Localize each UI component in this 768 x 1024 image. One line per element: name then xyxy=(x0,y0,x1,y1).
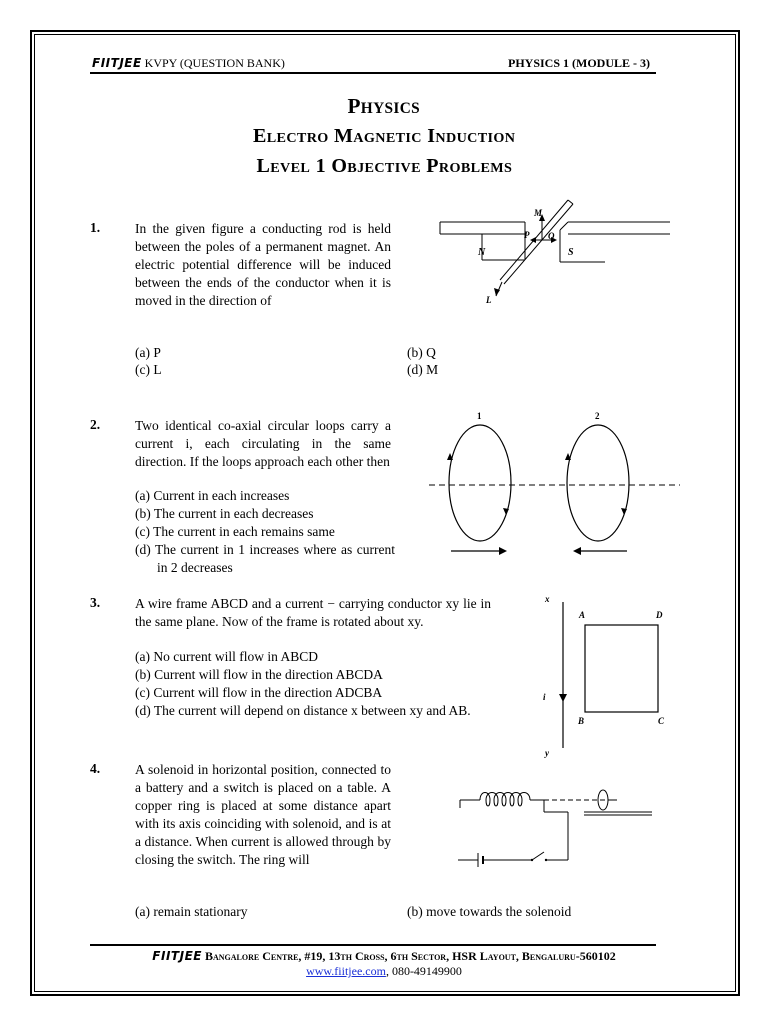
label-d: D xyxy=(656,610,663,620)
option: (c) Current will flow in the direction ADCBA xyxy=(135,685,383,700)
label-loop-1: 1 xyxy=(477,411,482,421)
wire-frame-figure xyxy=(535,588,675,760)
label-m: M xyxy=(534,208,543,218)
question-text: Two identical co-axial circular loops carry a current i, each circulating in the same direction. If the loops approach each other then xyxy=(135,418,391,469)
label-c: C xyxy=(658,716,665,726)
footer-rule xyxy=(90,944,656,946)
footer-website-link[interactable]: www.fiitjee.com xyxy=(306,964,386,978)
question-number: 3. xyxy=(90,595,101,610)
label-n: N xyxy=(478,247,486,258)
footer-brand: FIITJEE xyxy=(152,949,202,963)
option: (a) Current in each increases xyxy=(135,488,290,503)
option: (a) remain stationary xyxy=(135,904,248,919)
footer-address: Bangalore Centre, #19, 13th Cross, 6th Sector, HSR Layout, Bengaluru-560102 xyxy=(204,949,616,963)
title-chapter: Electro Magnetic Induction xyxy=(252,124,516,147)
options-list xyxy=(135,487,395,577)
option: (a) No current will flow in ABCD xyxy=(135,649,318,664)
footer-address-line xyxy=(0,949,768,964)
header-rule xyxy=(90,72,656,74)
option: (d) M xyxy=(407,362,439,377)
footer-phone: , 080-49149900 xyxy=(385,964,462,978)
question-text: A wire frame ABCD and a current − carrying conductor xy lie in the same plane. Now of the frame is rotated about xy. xyxy=(135,596,491,629)
option: (d) The current will depend on distance x between xy and AB. xyxy=(135,703,471,718)
label-l: L xyxy=(486,295,492,305)
question-number: 4. xyxy=(90,761,101,776)
question-text: In the given figure a conducting rod is held between the poles of a permanent magnet. An electric potential difference will be induced between the ends of the conductor when it is moved in the direction of xyxy=(135,221,391,308)
label-q: Q xyxy=(548,231,555,241)
option: (b) move towards the solenoid xyxy=(407,904,572,919)
label-x: x xyxy=(545,594,550,604)
option: (b) The current in each decreases xyxy=(135,506,314,521)
option: (b) Current will flow in the direction ABCDA xyxy=(135,667,383,682)
title-level: Level 1 Objective Problems xyxy=(256,154,512,177)
option: (a) P xyxy=(135,345,161,360)
title-subject: Physics xyxy=(347,94,421,118)
label-s: S xyxy=(568,247,574,258)
label-y: y xyxy=(545,748,549,758)
option: (c) The current in each remains same xyxy=(135,524,335,539)
brand-logo: FIITJEE xyxy=(92,56,142,70)
question-text: A solenoid in horizontal position, connected to a battery and a switch is placed on a table. A copper ring is placed at some distance apart with its axis coinciding with solenoid, and is at a distance. When current is allowed through by closing the switch. The ring will xyxy=(135,762,391,867)
label-p: P xyxy=(524,230,530,240)
magnet-rod-figure xyxy=(430,196,680,308)
label-b: B xyxy=(578,716,585,726)
option: (d) The current in 1 increases where as current in 2 decreases xyxy=(135,542,395,575)
label-loop-2: 2 xyxy=(595,411,600,421)
label-a: A xyxy=(579,610,586,620)
question-number: 1. xyxy=(90,220,101,235)
question-number: 2. xyxy=(90,417,101,432)
header-left xyxy=(92,56,285,71)
footer-contact-line xyxy=(0,964,768,979)
header-right-text: PHYSICS 1 (MODULE - 3) xyxy=(507,56,650,70)
option: (c) L xyxy=(135,362,162,377)
coaxial-loops-figure xyxy=(425,405,685,560)
solenoid-circuit-figure xyxy=(452,782,677,874)
label-i: i xyxy=(543,692,546,702)
header-left-text: KVPY (QUESTION BANK) xyxy=(144,56,285,70)
options-list xyxy=(135,648,493,720)
option: (b) Q xyxy=(407,345,436,360)
